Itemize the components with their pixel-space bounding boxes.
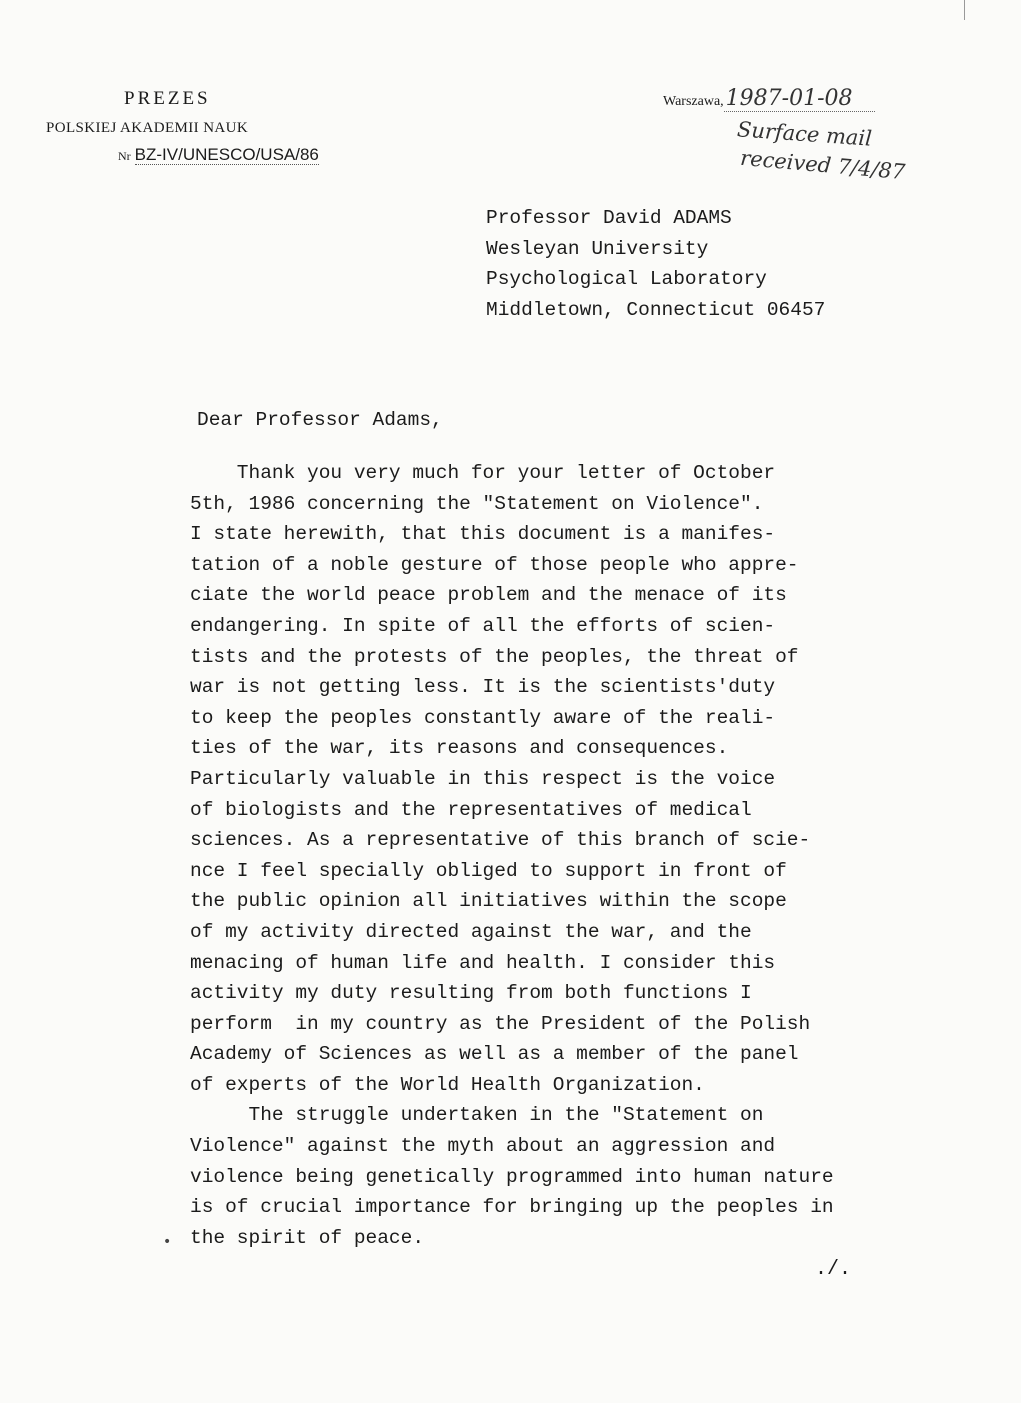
- handwritten-note-surface-mail: Surface mail: [736, 117, 873, 151]
- address-line: Wesleyan University: [486, 237, 709, 260]
- body-line: Violence" against the myth about an aggression and: [190, 1135, 776, 1158]
- body-line: Particularly valuable in this respect is the voice: [190, 767, 776, 790]
- body-line: to keep the peoples constantly aware of the reali-: [190, 706, 776, 729]
- body-line: ciate the world peace problem and the menace of its: [190, 584, 787, 607]
- date-line: [663, 86, 963, 111]
- date-value: 1987-01-08: [724, 86, 875, 112]
- body-line: endangering. In spite of all the efforts of scien-: [190, 614, 776, 637]
- letterhead-title: PREZES: [124, 88, 211, 109]
- body-line: tation of a noble gesture of those people who appre-: [190, 553, 799, 576]
- body-line: the public opinion all initiatives within the scope: [190, 890, 787, 913]
- body-line: of experts of the World Health Organization.: [190, 1073, 705, 1096]
- date-place: Warszawa,: [663, 94, 724, 109]
- reference-number-line: [118, 145, 458, 165]
- body-line: war is not getting less. It is the scientists'duty: [190, 676, 776, 699]
- letterhead-organization: POLSKIEJ AKADEMII NAUK: [46, 120, 249, 136]
- recipient-address: [486, 203, 866, 325]
- continuation-mark: ./.: [815, 1258, 852, 1281]
- body-line: I state herewith, that this document is a manifes-: [190, 523, 776, 546]
- body-line: 5th, 1986 concerning the "Statement on Violence".: [190, 492, 764, 515]
- address-line: Middletown, Connecticut 06457: [486, 298, 826, 321]
- body-line: menacing of human life and health. I consider this: [190, 951, 776, 974]
- body-line: the spirit of peace.: [190, 1226, 425, 1249]
- body-line: perform in my country as the President of the Polish: [190, 1012, 811, 1035]
- body-line: activity my duty resulting from both functions I: [190, 982, 752, 1005]
- address-line: Professor David ADAMS: [486, 207, 732, 229]
- handwritten-note-received: received 7/4/87: [739, 145, 907, 185]
- reference-prefix: Nr: [118, 149, 131, 163]
- page-edge-line: [964, 0, 965, 20]
- salutation: Dear Professor Adams,: [197, 409, 443, 431]
- margin-mark: •: [163, 1234, 172, 1250]
- body-line: sciences. As a representative of this branch of scie-: [190, 829, 811, 852]
- body-line: is of crucial importance for bringing up the peoples in: [190, 1196, 834, 1219]
- letter-body: [190, 458, 910, 1253]
- body-line: ties of the war, its reasons and consequences.: [190, 737, 729, 760]
- body-line: The struggle undertaken in the "Statement on: [190, 1104, 764, 1127]
- body-line: of biologists and the representatives of medical: [190, 798, 752, 821]
- body-line: violence being genetically programmed into human nature: [190, 1165, 834, 1188]
- body-line: Academy of Sciences as well as a member of the panel: [190, 1043, 799, 1066]
- body-line: Thank you very much for your letter of October: [190, 462, 776, 484]
- reference-number: BZ-IV/UNESCO/USA/86: [134, 145, 319, 164]
- body-line: of my activity directed against the war, and the: [190, 920, 752, 943]
- body-line: tists and the protests of the peoples, the threat of: [190, 645, 799, 668]
- body-line: nce I feel specially obliged to support in front of: [190, 859, 787, 882]
- address-line: Psychological Laboratory: [486, 268, 767, 291]
